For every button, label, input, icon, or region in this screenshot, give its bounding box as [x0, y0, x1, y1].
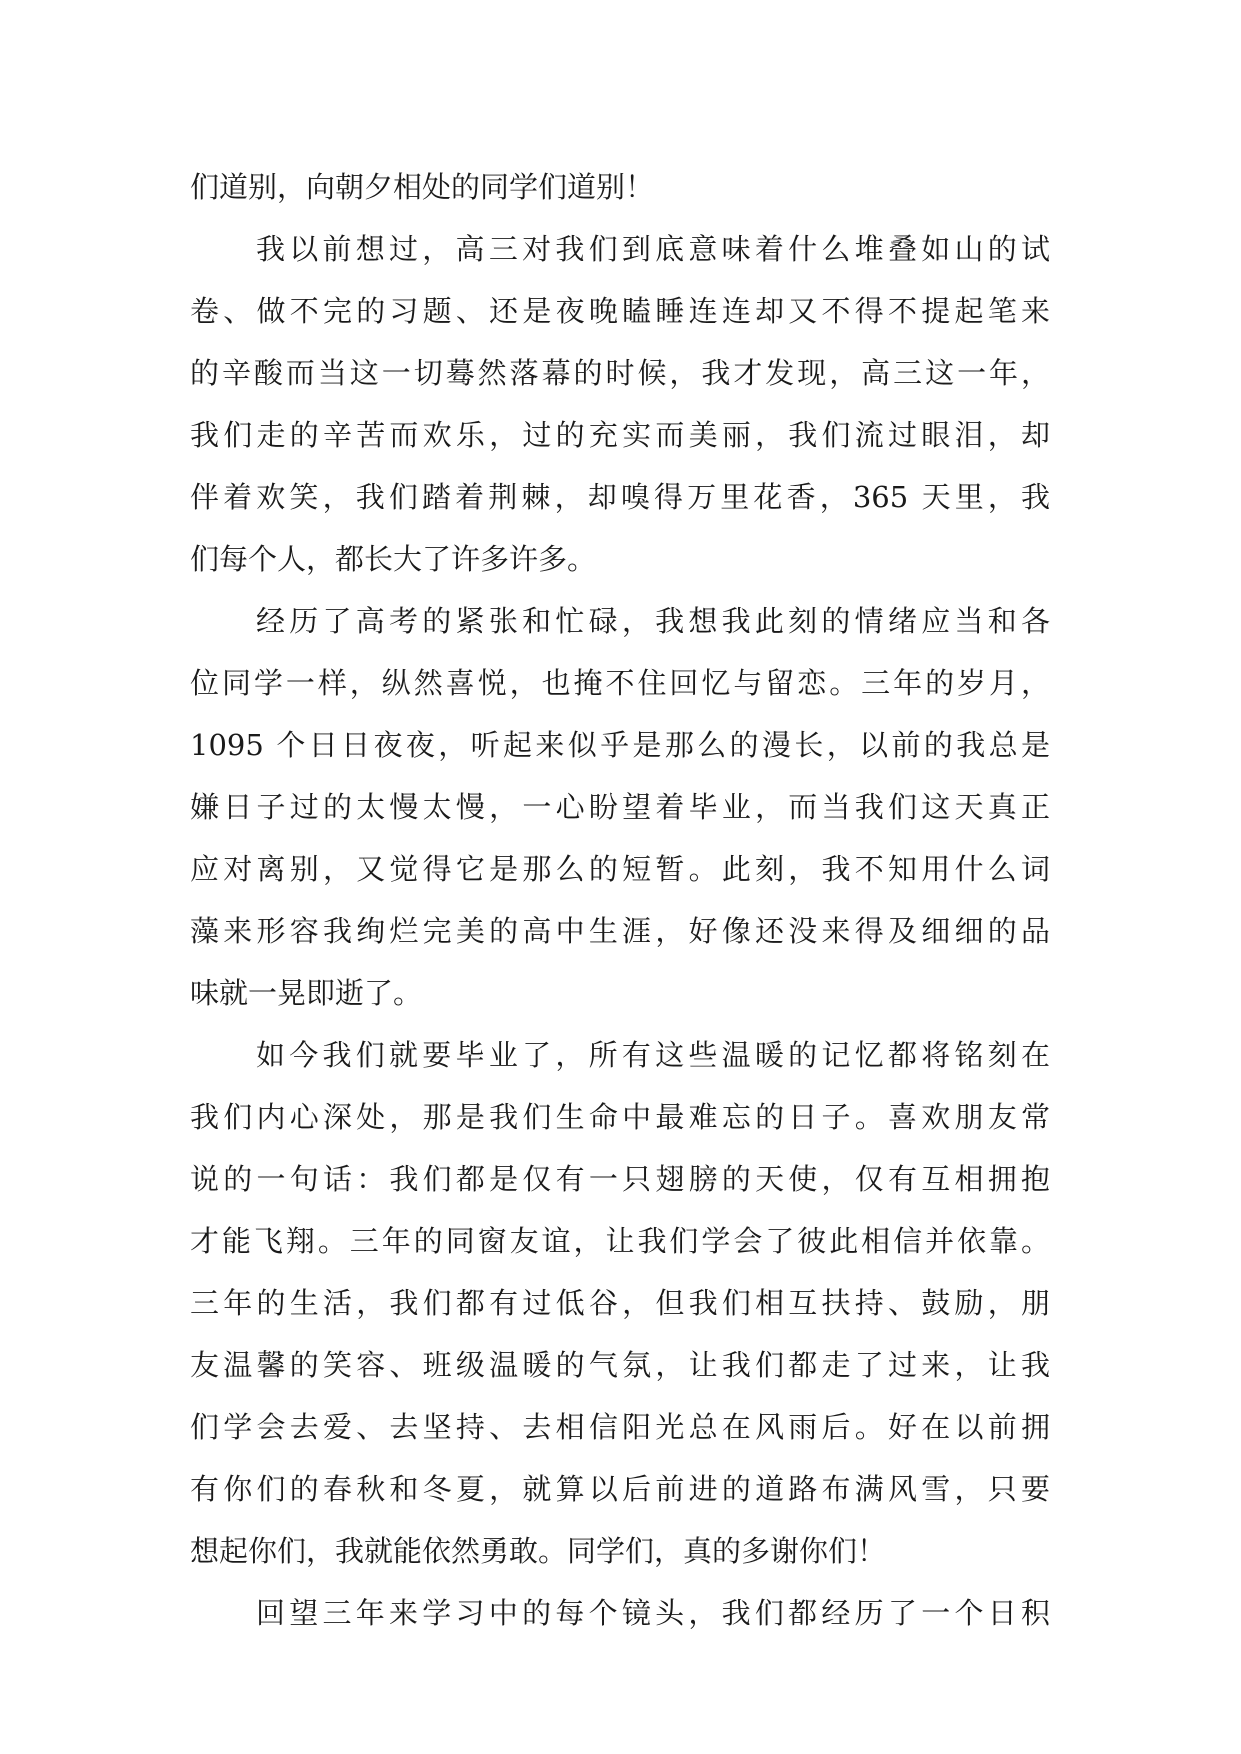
text-line: 想起你们，我就能依然勇敢。同学们，真的多谢你们！ [190, 1534, 887, 1568]
text-line: 卷、做不完的习题、还是夜晚瞌睡连连却又不得不提起笔来 [190, 294, 1050, 328]
text-line: 友温馨的笑容、班级温暖的气氛，让我们都走了过来，让我 [190, 1348, 1050, 1382]
text-line: 我们内心深处，那是我们生命中最难忘的日子。喜欢朋友常 [190, 1100, 1050, 1134]
text-line: 才能飞翔。三年的同窗友谊，让我们学会了彼此相信并依靠。 [190, 1224, 1050, 1258]
text-line: 我们走的辛苦而欢乐，过的充实而美丽，我们流过眼泪，却 [190, 418, 1050, 452]
text-line: 应对离别，又觉得它是那么的短暂。此刻，我不知用什么词 [190, 852, 1050, 886]
text-line: 经历了高考的紧张和忙碌，我想我此刻的情绪应当和各 [256, 604, 1050, 638]
text-line: 如今我们就要毕业了，所有这些温暖的记忆都将铭刻在 [256, 1038, 1050, 1072]
text-line: 的辛酸而当这一切蓦然落幕的时候，我才发现，高三这一年， [190, 356, 1050, 390]
text-line: 回望三年来学习中的每个镜头，我们都经历了一个日积 [256, 1596, 1050, 1630]
text-line: 伴着欢笑，我们踏着荆棘，却嗅得万里花香，365 天里，我 [190, 480, 1050, 514]
text-line: 有你们的春秋和冬夏，就算以后前进的道路布满风雪，只要 [190, 1472, 1050, 1506]
text-line: 们道别，向朝夕相处的同学们道别！ [190, 170, 655, 204]
text-line: 藻来形容我绚烂完美的高中生涯，好像还没来得及细细的品 [190, 914, 1050, 948]
text-line: 们学会去爱、去坚持、去相信阳光总在风雨后。好在以前拥 [190, 1410, 1050, 1444]
text-line: 位同学一样，纵然喜悦，也掩不住回忆与留恋。三年的岁月， [190, 666, 1050, 700]
text-line: 嫌日子过的太慢太慢，一心盼望着毕业，而当我们这天真正 [190, 790, 1050, 824]
text-line: 1095 个日日夜夜，听起来似乎是那么的漫长，以前的我总是 [190, 728, 1050, 762]
text-line: 我以前想过，高三对我们到底意味着什么堆叠如山的试 [256, 232, 1050, 266]
text-line: 们每个人，都长大了许多许多。 [190, 542, 597, 576]
document-body [190, 156, 1050, 1644]
text-line: 说的一句话：我们都是仅有一只翅膀的天使，仅有互相拥抱 [190, 1162, 1050, 1196]
text-line: 味就一晃即逝了。 [190, 976, 423, 1010]
text-line: 三年的生活，我们都有过低谷，但我们相互扶持、鼓励，朋 [190, 1286, 1050, 1320]
